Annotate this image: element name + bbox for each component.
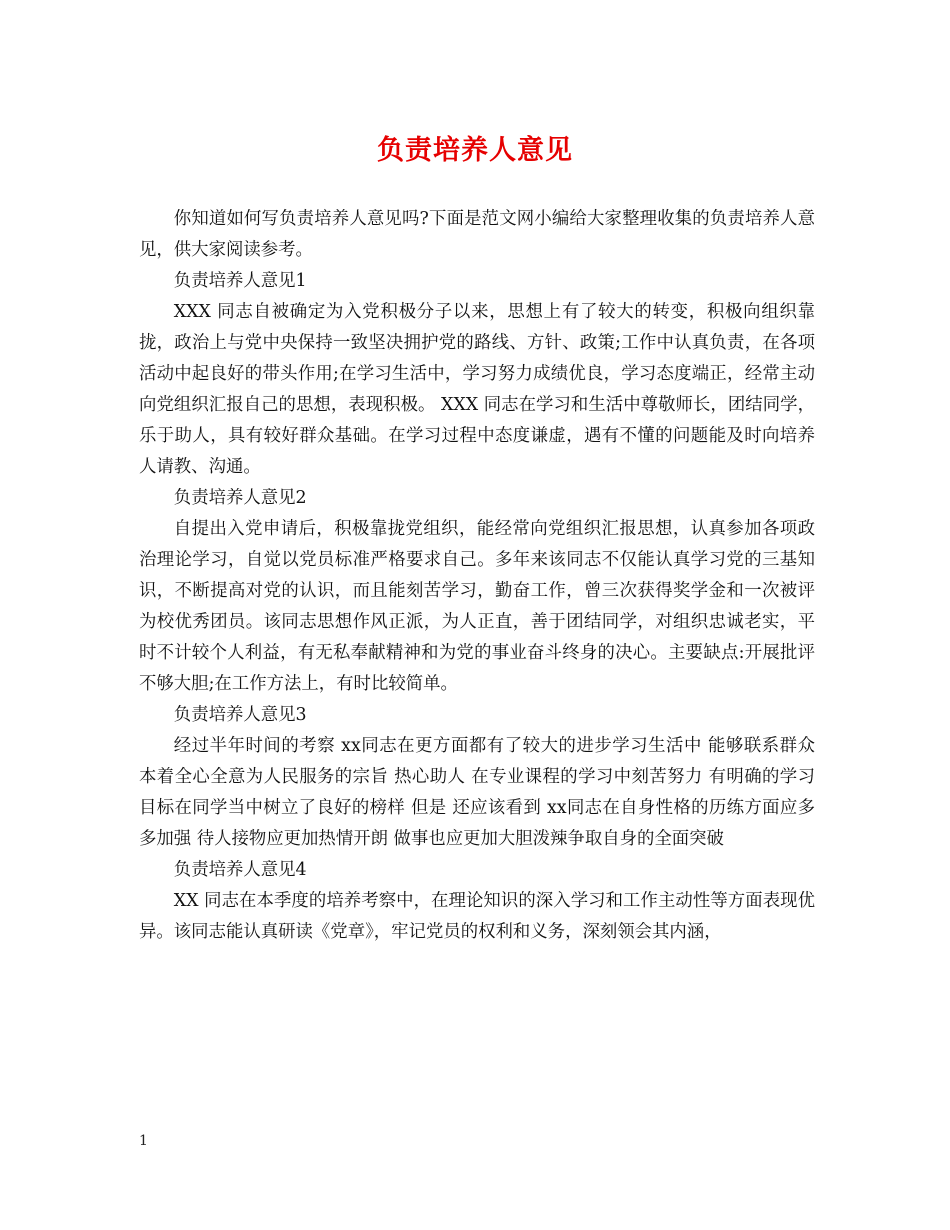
section-heading-2: 负责培养人意见2 [173, 488, 307, 508]
section-heading-3: 负责培养人意见3 [173, 705, 307, 725]
page-number: 1 [139, 1133, 148, 1149]
section-heading-4: 负责培养人意见4 [173, 860, 307, 880]
section-paragraph-3: 经过半年时间的考察 xx同志在更方面都有了较大的进步学习生活中 能够联系群众 本着全心全意为人民服务的宗旨 热心助人 在专业课程的学习中刻苦努力 有明确的学习目标在同学当中树立了良好的榜样 但是 还应该看到 xx同志在自身性格的历练方面应多多加强 待人接物应更加热情开朗 做事也应更加大胆泼辣争取自身的全面突破 [139, 736, 815, 849]
document-body [139, 204, 815, 948]
section-paragraph-2: 自提出入党申请后，积极靠拢党组织，能经常向党组织汇报思想，认真参加各项政治理论学习，自觉以党员标准严格要求自己。多年来该同志不仅能认真学习党的三基知识，不断提高对党的认识，而且能刻苦学习，勤奋工作，曾三次获得奖学金和一次被评为校优秀团员。该同志思想作风正派，为人正直，善于团结同学，对组织忠诚老实，平时不计较个人利益，有无私奉献精神和为党的事业奋斗终身的决心。主要缺点:开展批评不够大胆;在工作方法上，有时比较简单。 [139, 519, 815, 694]
section-heading-1: 负责培养人意见1 [173, 271, 307, 291]
document-title: 负责培养人意见 [377, 135, 573, 166]
intro-paragraph: 你知道如何写负责培养人意见吗?下面是范文网小编给大家整理收集的负责培养人意见，供大家阅读参考。 [139, 209, 815, 260]
section-paragraph-1: XXX 同志自被确定为入党积极分子以来，思想上有了较大的转变，积极向组织靠拢，政治上与党中央保持一致坚决拥护党的路线、方针、政策;工作中认真负责，在各项活动中起良好的带头作用;在学习生活中，学习努力成绩优良，学习态度端正，经常主动向党组织汇报自己的思想，表现积极。 XXX 同志在学习和生活中尊敬师长，团结同学，乐于助人，具有较好群众基础。在学习过程中态度谦虚，遇有不懂的问题能及时向培养人请教、沟通。 [139, 302, 815, 477]
section-paragraph-4: XX 同志在本季度的培养考察中，在理论知识的深入学习和工作主动性等方面表现优异。该同志能认真研读《党章》，牢记党员的权利和义务，深刻领会其内涵， [139, 891, 815, 942]
